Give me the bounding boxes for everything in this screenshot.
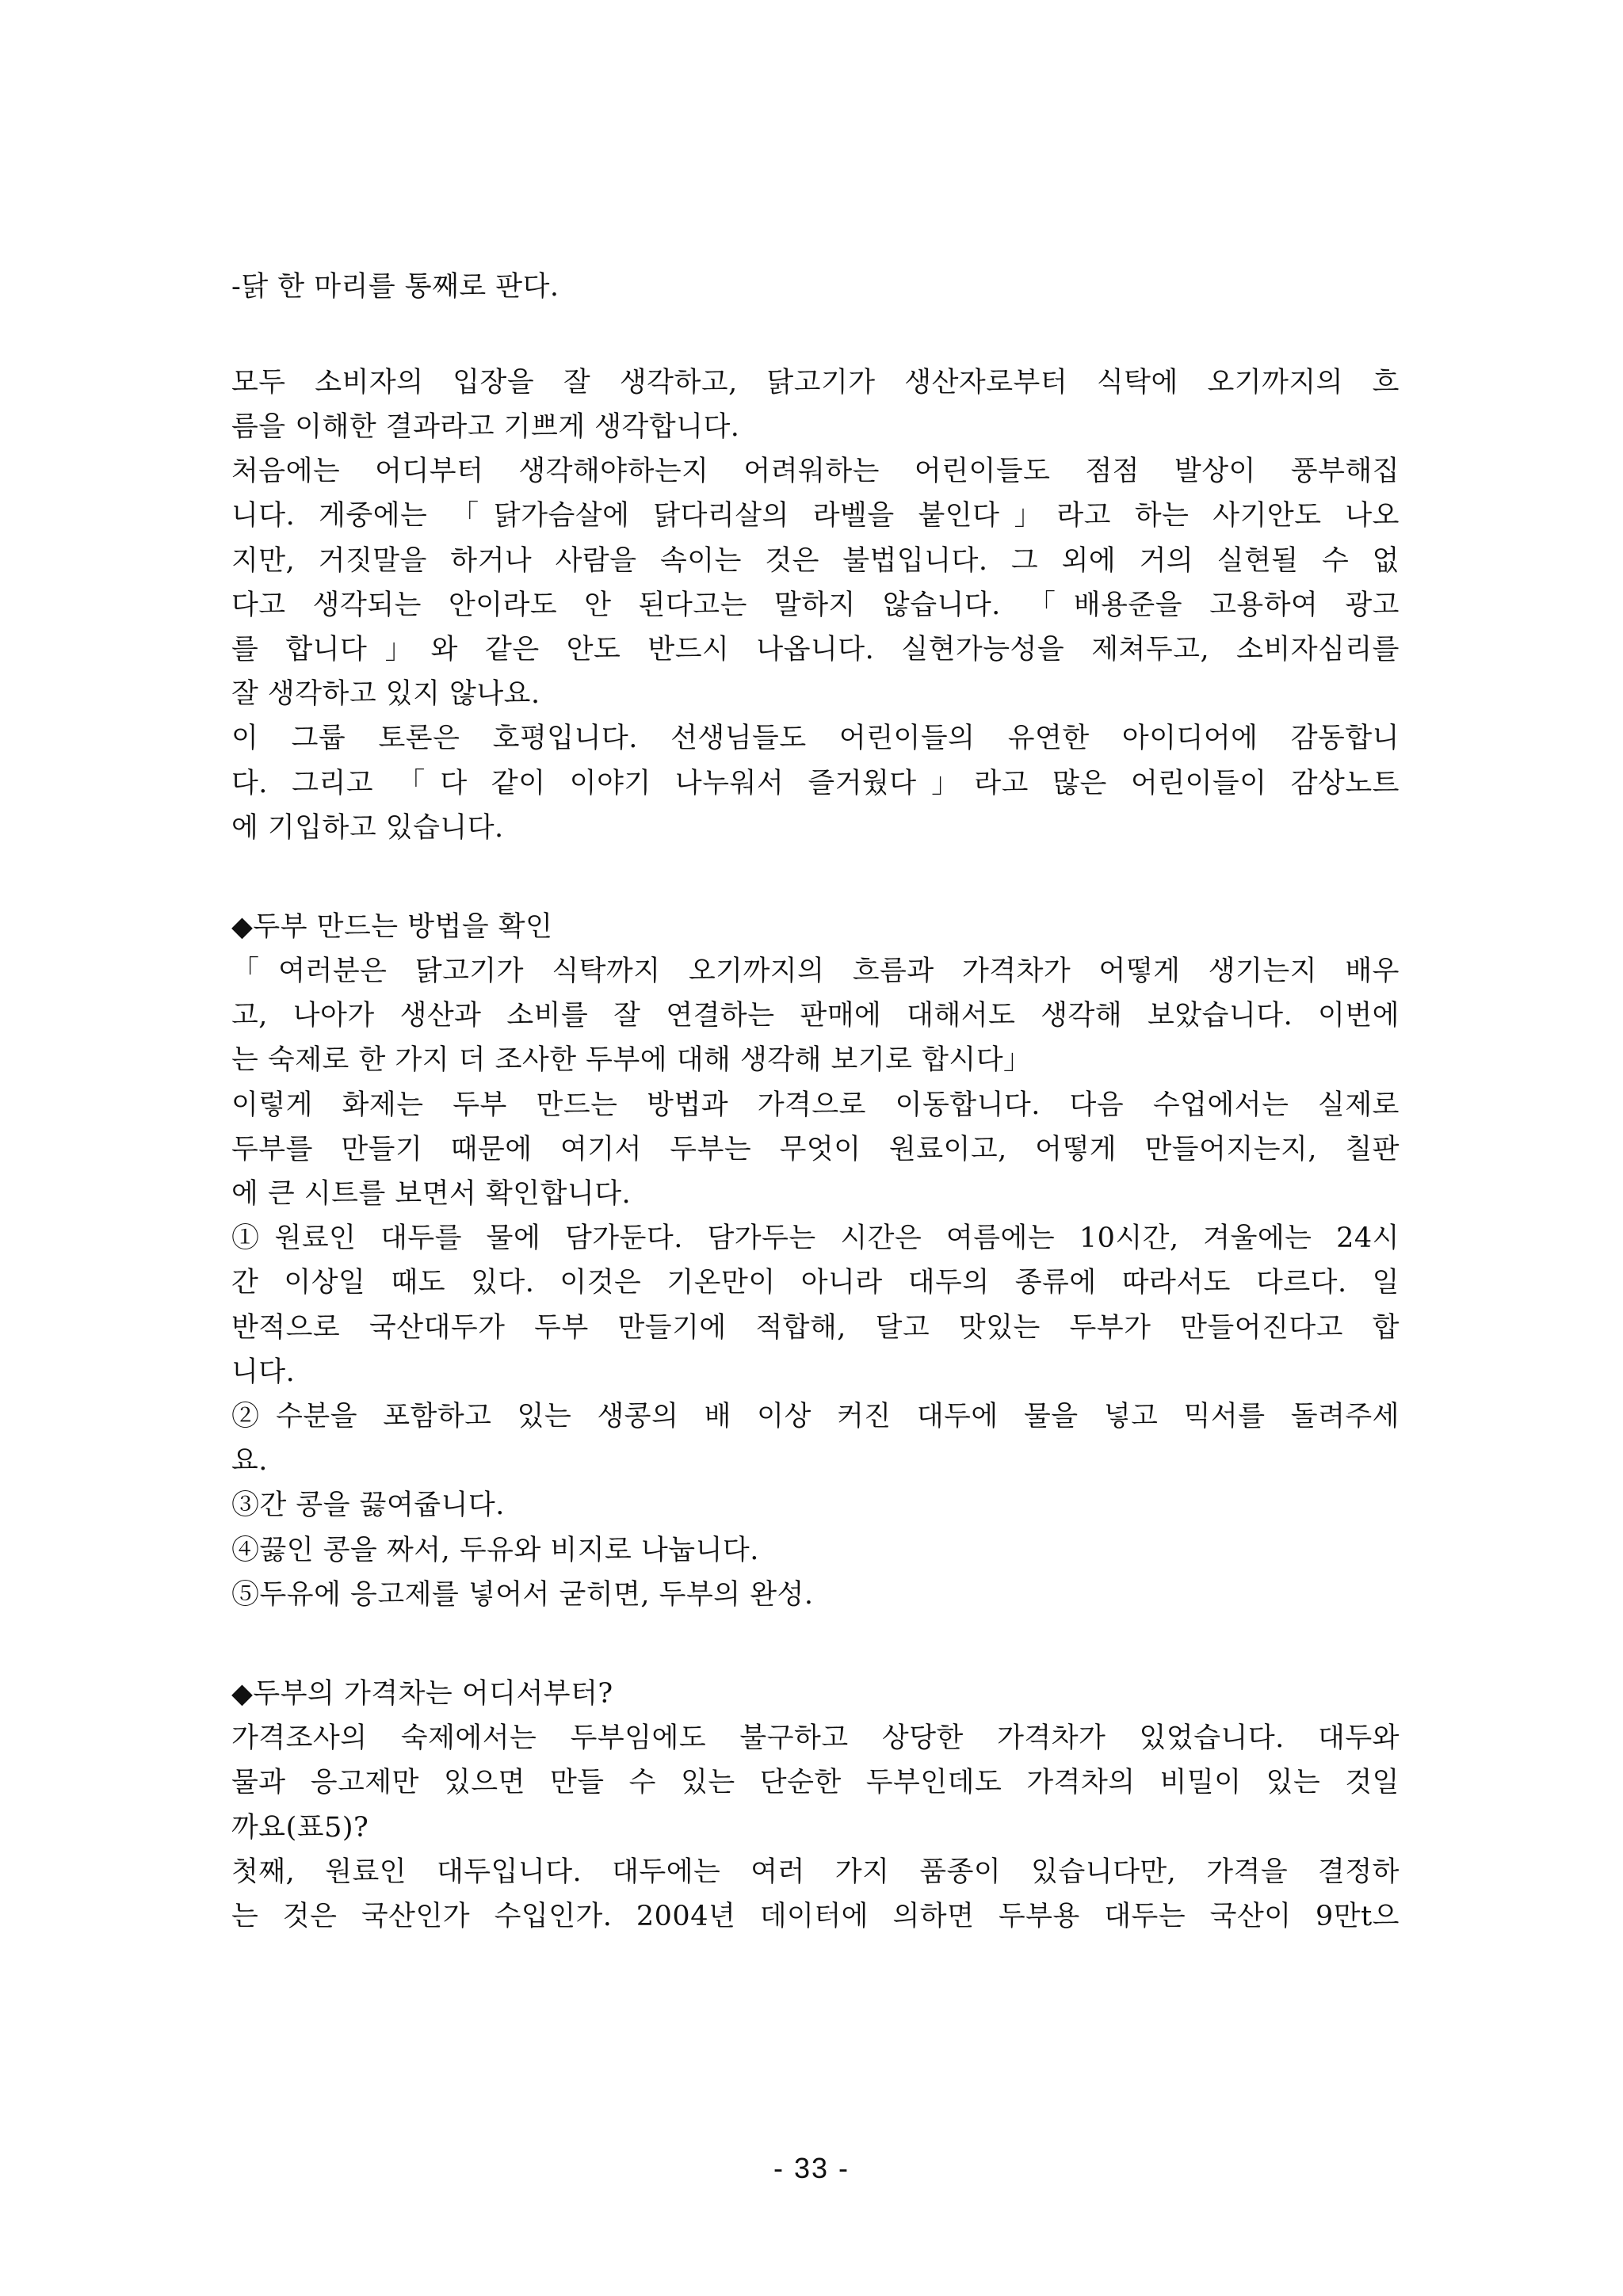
paragraph-line: 두부를 만들기 때문에 여기서 두부는 무엇이 원료이고, 어떻게 만들어지는지, 칠판 <box>231 1134 1400 1165</box>
paragraph-line: 처음에는 어디부터 생각해야하는지 어려워하는 어린이들도 점점 발상이 풍부해집 <box>231 456 1400 487</box>
paragraph-line: 다고 생각되는 안이라도 안 된다고는 말하지 않습니다. 「배용준을 고용하여 광고 <box>231 589 1400 621</box>
paragraph-line: 이렇게 화제는 두부 만드는 방법과 가격으로 이동합니다. 다음 수업에서는 실제로 <box>231 1089 1400 1121</box>
paragraph-line: 에 큰 시트를 보면서 확인합니다. <box>231 1178 632 1210</box>
paragraph-line: 「여러분은 닭고기가 식탁까지 오기까지의 흐름과 가격차가 어떻게 생기는지 배우 <box>231 955 1400 987</box>
paragraph-line: 니다. 게중에는 「닭가슴살에 닭다리살의 라벨을 붙인다」라고 하는 사기안도 나오 <box>231 500 1400 532</box>
step-1-line: 반적으로 국산대두가 두부 만들기에 적합해, 달고 맛있는 두부가 만들어진다고 합 <box>231 1312 1400 1344</box>
step-4-line: ④끓인 콩을 짜서, 두유와 비지로 나눕니다. <box>231 1535 759 1566</box>
paragraph-line: 지만, 거짓말을 하거나 사람을 속이는 것은 불법입니다. 그 외에 거의 실현될 수 없 <box>231 545 1400 577</box>
paragraph-line: 를 합니다」와 같은 안도 반드시 나옵니다. 실현가능성을 제쳐두고, 소비자심리를 <box>231 634 1400 666</box>
paragraph-line: 까요(표5)? <box>231 1812 369 1844</box>
paragraph-line: 고, 나아가 생산과 소비를 잘 연결하는 판매에 대해서도 생각해 보았습니다. 이번에 <box>231 1000 1400 1032</box>
step-3-line: ③간 콩을 끓여줍니다. <box>231 1489 505 1521</box>
step-1-line: ①원료인 대두를 물에 담가둔다. 담가두는 시간은 여름에는 10시간, 겨울에는 24시 <box>231 1222 1400 1254</box>
paragraph-line: 가격조사의 숙제에서는 두부임에도 불구하고 상당한 가격차가 있었습니다. 대두와 <box>231 1722 1400 1754</box>
paragraph-line: 에 기입하고 있습니다. <box>231 812 504 844</box>
section-heading-tofu-method: ◆두부 만드는 방법을 확인 <box>231 911 553 943</box>
step-2-line: 요. <box>231 1445 268 1477</box>
step-2-line: ②수분을 포함하고 있는 생콩의 배 이상 커진 대두에 물을 넣고 믹서를 돌려주세 <box>231 1401 1400 1432</box>
step-5-line: ⑤두유에 응고제를 넣어서 굳히면, 두부의 완성. <box>231 1579 814 1611</box>
paragraph-line: 첫째, 원료인 대두입니다. 대두에는 여러 가지 품종이 있습니다만, 가격을 결정하 <box>231 1856 1400 1888</box>
step-1-line: 간 이상일 때도 있다. 이것은 기온만이 아니라 대두의 종류에 따라서도 다르다. 일 <box>231 1267 1400 1299</box>
paragraph-line: 잘 생각하고 있지 않나요. <box>231 678 540 710</box>
paragraph-line: 는 숙제로 한 가지 더 조사한 두부에 대해 생각해 보기로 합시다」 <box>231 1044 1032 1076</box>
paragraph-line: 는 것은 국산인가 수입인가. 2004년 데이터에 의하면 두부용 대두는 국산이 9만t으 <box>231 1901 1400 1932</box>
paragraph-line: 물과 응고제만 있으면 만들 수 있는 단순한 두부인데도 가격차의 비밀이 있는 것일 <box>231 1767 1400 1798</box>
section-heading-price-difference: ◆두부의 가격차는 어디서부터? <box>231 1678 613 1710</box>
paragraph-line: 름을 이해한 결과라고 기쁘게 생각합니다. <box>231 411 740 443</box>
page-number: - 33 - <box>773 2152 850 2184</box>
paragraph-line: 다. 그리고 「다 같이 이야기 나누워서 즐거웠다」라고 많은 어린이들이 감상노트 <box>231 768 1400 799</box>
step-1-line: 니다. <box>231 1356 296 1388</box>
text-line-bullet-whole-chicken: -닭 한 마리를 통째로 판다. <box>231 271 559 303</box>
paragraph-line: 이 그룹 토론은 호평입니다. 선생님들도 어린이들의 유연한 아이디어에 감동합니 <box>231 723 1400 754</box>
paragraph-line: 모두 소비자의 입장을 잘 생각하고, 닭고기가 생산자로부터 식탁에 오기까지의 흐 <box>231 367 1400 399</box>
